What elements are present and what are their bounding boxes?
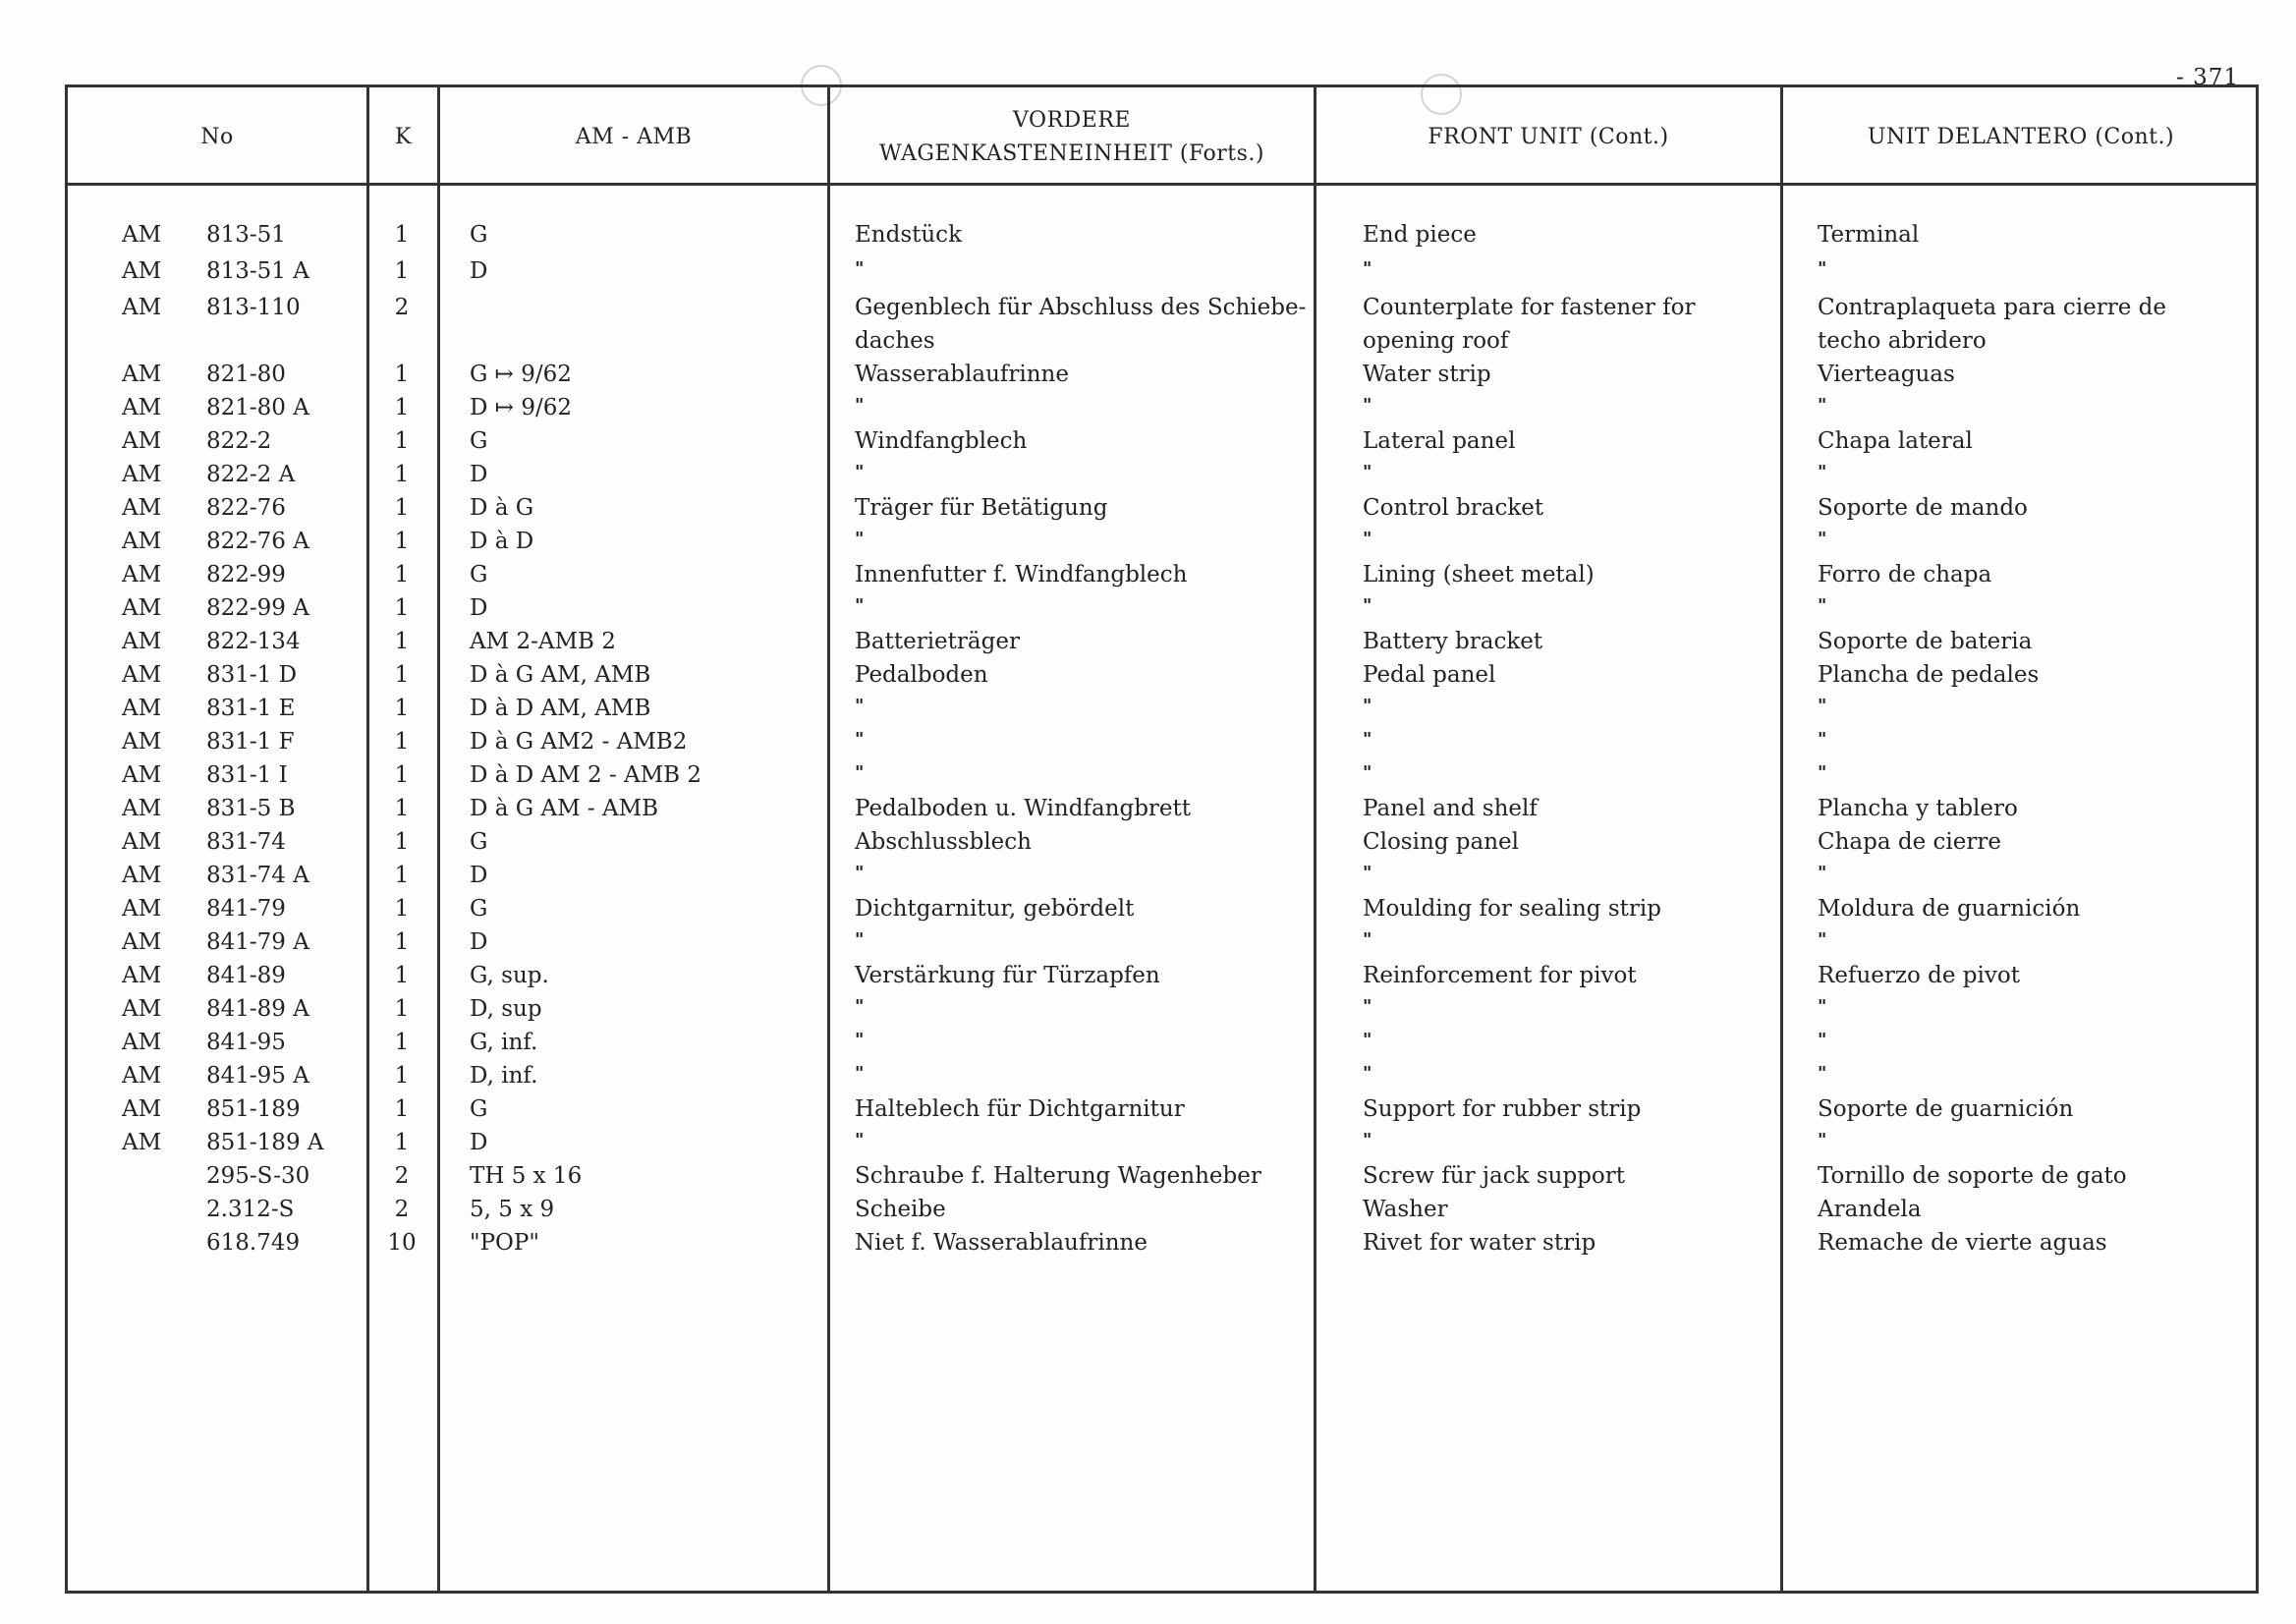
german-description: Wasserablaufrinne (855, 362, 1069, 387)
part-prefix: AM (122, 428, 162, 454)
part-number: 821-80 A (206, 395, 309, 420)
part-number: 831-1 E (206, 696, 296, 721)
part-number: 831-1 F (206, 729, 295, 755)
german-description: " (855, 529, 865, 549)
part-number: 851-189 A (206, 1130, 324, 1155)
header-k-label: K (395, 124, 412, 149)
page-number: - 371 (2176, 65, 2239, 90)
spanish-description: Soporte de bateria (1818, 629, 2033, 654)
spanish-description: Forro de chapa (1818, 562, 1992, 588)
german-description: Batterieträger (855, 629, 1020, 654)
quantity: 1 (394, 762, 410, 788)
german-description: " (855, 595, 865, 616)
part-number: 822-2 (206, 428, 272, 454)
part-prefix: AM (122, 562, 162, 588)
model-variant: AM 2-AMB 2 (470, 629, 616, 654)
part-number: 821-80 (206, 362, 286, 387)
english-description: " (1363, 1130, 1372, 1150)
english-description: Water strip (1363, 362, 1491, 387)
header-es-label: UNIT DELANTERO (Cont.) (1867, 124, 2175, 149)
spanish-description: Contraplaqueta para cierre de (1818, 295, 2166, 320)
header-am-amb (440, 94, 827, 181)
english-description: " (1363, 395, 1372, 416)
quantity: 1 (394, 863, 410, 888)
english-description: Rivet for water strip (1363, 1230, 1596, 1256)
german-description: " (855, 395, 865, 416)
german-description: Schraube f. Halterung Wagenheber (855, 1163, 1261, 1189)
german-description: Windfangblech (855, 428, 1028, 454)
part-prefix: AM (122, 896, 162, 922)
quantity: 1 (394, 829, 410, 855)
german-description: Halteblech für Dichtgarnitur (855, 1096, 1185, 1122)
part-number: 841-79 A (206, 929, 309, 955)
quantity: 1 (394, 428, 410, 454)
spanish-description: Chapa de cierre (1818, 829, 2001, 855)
german-description: Pedalboden u. Windfangbrett (855, 796, 1192, 821)
model-variant: D à D AM, AMB (470, 696, 651, 721)
model-variant: D ↦ 9/62 (470, 395, 572, 420)
german-description: " (855, 1030, 865, 1050)
english-description: Pedal panel (1363, 662, 1496, 688)
spanish-description: " (1818, 462, 1827, 482)
english-description: " (1363, 929, 1372, 950)
model-variant: G (470, 562, 488, 588)
english-description: Washer (1363, 1197, 1448, 1222)
spanish-description: " (1818, 696, 1827, 716)
german-description: " (855, 729, 865, 750)
part-prefix: AM (122, 362, 162, 387)
quantity: 1 (394, 1130, 410, 1155)
german-description: " (855, 1130, 865, 1150)
part-number: 813-51 A (206, 258, 309, 284)
spanish-description: Refuerzo de pivot (1818, 963, 2020, 988)
part-number: 841-95 (206, 1030, 286, 1055)
part-prefix: AM (122, 1130, 162, 1155)
spanish-description: Chapa lateral (1818, 428, 1973, 454)
header-english (1316, 94, 1780, 181)
part-number: 2.312-S (206, 1197, 295, 1222)
part-number: 822-76 A (206, 529, 309, 554)
quantity: 2 (394, 1197, 410, 1222)
part-prefix: AM (122, 629, 162, 654)
model-variant: G (470, 222, 488, 248)
model-variant: D, inf. (470, 1063, 538, 1089)
german-description: Pedalboden (855, 662, 988, 688)
part-prefix: AM (122, 829, 162, 855)
part-number: 841-79 (206, 896, 286, 922)
spanish-description: " (1818, 729, 1827, 750)
model-variant: 5, 5 x 9 (470, 1197, 555, 1222)
model-variant: TH 5 x 16 (470, 1163, 583, 1189)
german-description: Abschlussblech (855, 829, 1032, 855)
part-number: 831-74 A (206, 863, 309, 888)
quantity: 1 (394, 595, 410, 621)
spanish-description: " (1818, 863, 1827, 883)
column-divider (1314, 84, 1316, 1594)
part-prefix: AM (122, 696, 162, 721)
quantity: 2 (394, 295, 410, 320)
spanish-description: Soporte de mando (1818, 495, 2028, 521)
part-prefix: AM (122, 1096, 162, 1122)
english-description: " (1363, 462, 1372, 482)
english-description: Panel and shelf (1363, 796, 1538, 821)
part-prefix: AM (122, 762, 162, 788)
part-prefix: AM (122, 295, 162, 320)
spanish-description: Plancha de pedales (1818, 662, 2040, 688)
quantity: 1 (394, 562, 410, 588)
header-german (830, 94, 1314, 181)
part-number: 295-S-30 (206, 1163, 310, 1189)
quantity: 1 (394, 1063, 410, 1089)
english-description: " (1363, 996, 1372, 1017)
part-number: 822-99 A (206, 595, 309, 621)
spanish-description: Remache de vierte aguas (1818, 1230, 2107, 1256)
model-variant: D (470, 258, 488, 284)
english-description: Support for rubber strip (1363, 1096, 1642, 1122)
spanish-description: " (1818, 996, 1827, 1017)
column-divider (1780, 84, 1783, 1594)
model-variant: D (470, 462, 488, 487)
english-description: " (1363, 696, 1372, 716)
spanish-description: Terminal (1818, 222, 1920, 248)
quantity: 1 (394, 696, 410, 721)
model-variant: D (470, 863, 488, 888)
model-variant: D (470, 595, 488, 621)
model-variant: G ↦ 9/62 (470, 362, 572, 387)
quantity: 1 (394, 258, 410, 284)
model-variant: "POP" (470, 1230, 539, 1256)
german-description: " (855, 762, 865, 783)
model-variant: D à G AM - AMB (470, 796, 659, 821)
part-number: 851-189 (206, 1096, 301, 1122)
part-prefix: AM (122, 963, 162, 988)
model-variant: G (470, 1096, 488, 1122)
part-prefix: AM (122, 1030, 162, 1055)
english-description: End piece (1363, 222, 1477, 248)
part-number: 831-5 B (206, 796, 296, 821)
german-description: " (855, 462, 865, 482)
quantity: 1 (394, 495, 410, 521)
part-prefix: AM (122, 395, 162, 420)
model-variant: G, inf. (470, 1030, 538, 1055)
part-prefix: AM (122, 796, 162, 821)
model-variant: D à G AM2 - AMB2 (470, 729, 688, 755)
quantity: 1 (394, 462, 410, 487)
english-description: Lateral panel (1363, 428, 1516, 454)
german-description: " (855, 996, 865, 1017)
english-description: " (1363, 1030, 1372, 1050)
quantity: 10 (387, 1230, 417, 1256)
spanish-description: " (1818, 258, 1827, 279)
german-description: " (855, 929, 865, 950)
spanish-description: " (1818, 1130, 1827, 1150)
quantity: 1 (394, 1030, 410, 1055)
german-description: Scheibe (855, 1197, 946, 1222)
model-variant: G (470, 428, 488, 454)
spanish-description: " (1818, 529, 1827, 549)
quantity: 1 (394, 796, 410, 821)
spanish-description: Arandela (1818, 1197, 1922, 1222)
part-number: 841-89 (206, 963, 286, 988)
header-rule (65, 183, 2259, 186)
spanish-description: Soporte de guarnición (1818, 1096, 2074, 1122)
quantity: 1 (394, 529, 410, 554)
english-description: " (1363, 863, 1372, 883)
model-variant: D, sup (470, 996, 542, 1022)
model-variant: D à D AM 2 - AMB 2 (470, 762, 702, 788)
part-prefix: AM (122, 929, 162, 955)
english-description: Control bracket (1363, 495, 1544, 521)
english-description: Closing panel (1363, 829, 1520, 855)
part-prefix: AM (122, 222, 162, 248)
part-prefix: AM (122, 1063, 162, 1089)
quantity: 1 (394, 362, 410, 387)
english-description: Screw für jack support (1363, 1163, 1625, 1189)
german-description: Niet f. Wasserablaufrinne (855, 1230, 1148, 1256)
header-k (369, 94, 437, 181)
german-description: Endstück (855, 222, 963, 248)
english-description: Lining (sheet metal) (1363, 562, 1595, 588)
header-no-label: No (200, 124, 234, 149)
quantity: 1 (394, 929, 410, 955)
part-prefix: AM (122, 996, 162, 1022)
spanish-description: techo abridero (1818, 328, 1987, 354)
part-number: 822-2 A (206, 462, 296, 487)
english-description: Reinforcement for pivot (1363, 963, 1637, 988)
column-divider (366, 84, 369, 1594)
german-description: " (855, 258, 865, 279)
quantity: 2 (394, 1163, 410, 1189)
german-description: " (855, 1063, 865, 1084)
header-no (68, 94, 366, 181)
spanish-description: " (1818, 395, 1827, 416)
model-variant: D à G AM, AMB (470, 662, 651, 688)
part-number: 831-1 I (206, 762, 288, 788)
spanish-description: " (1818, 595, 1827, 616)
german-description: Träger für Betätigung (855, 495, 1108, 521)
english-description: " (1363, 729, 1372, 750)
part-prefix: AM (122, 462, 162, 487)
part-prefix: AM (122, 729, 162, 755)
header-en-label: FRONT UNIT (Cont.) (1428, 124, 1669, 149)
quantity: 1 (394, 896, 410, 922)
header-de-line1: VORDERE (1013, 107, 1131, 133)
quantity: 1 (394, 662, 410, 688)
model-variant: G, sup. (470, 963, 549, 988)
part-number: 813-51 (206, 222, 286, 248)
part-number: 841-89 A (206, 996, 309, 1022)
part-number: 822-134 (206, 629, 301, 654)
part-number: 841-95 A (206, 1063, 309, 1089)
part-number: 822-76 (206, 495, 286, 521)
quantity: 1 (394, 729, 410, 755)
header-am-label: AM - AMB (575, 124, 693, 149)
spanish-description: " (1818, 1030, 1827, 1050)
german-description: " (855, 696, 865, 716)
spanish-description: " (1818, 762, 1827, 783)
part-number: 618.749 (206, 1230, 301, 1256)
part-prefix: AM (122, 662, 162, 688)
model-variant: G (470, 896, 488, 922)
quantity: 1 (394, 1096, 410, 1122)
german-description: daches (855, 328, 935, 354)
english-description: " (1363, 762, 1372, 783)
english-description: opening roof (1363, 328, 1509, 354)
quantity: 1 (394, 629, 410, 654)
english-description: " (1363, 529, 1372, 549)
header-de-line2: WAGENKASTENEINHEIT (Forts.) (879, 141, 1264, 166)
spanish-description: " (1818, 929, 1827, 950)
english-description: Moulding for sealing strip (1363, 896, 1661, 922)
column-divider (827, 84, 830, 1594)
part-number: 831-1 D (206, 662, 298, 688)
quantity: 1 (394, 395, 410, 420)
quantity: 1 (394, 222, 410, 248)
part-number: 813-110 (206, 295, 301, 320)
english-description: Battery bracket (1363, 629, 1543, 654)
german-description: Innenfutter f. Windfangblech (855, 562, 1188, 588)
part-prefix: AM (122, 863, 162, 888)
part-prefix: AM (122, 529, 162, 554)
german-description: Verstärkung für Türzapfen (855, 963, 1160, 988)
spanish-description: Plancha y tablero (1818, 796, 2018, 821)
german-description: Dichtgarnitur, gebördelt (855, 896, 1135, 922)
model-variant: D à G (470, 495, 534, 521)
part-number: 831-74 (206, 829, 286, 855)
part-prefix: AM (122, 595, 162, 621)
model-variant: D (470, 1130, 488, 1155)
spanish-description: Vierteaguas (1818, 362, 1955, 387)
part-number: 822-99 (206, 562, 286, 588)
quantity: 1 (394, 963, 410, 988)
spanish-description: " (1818, 1063, 1827, 1084)
part-prefix: AM (122, 258, 162, 284)
header-spanish (1783, 94, 2259, 181)
model-variant: G (470, 829, 488, 855)
model-variant: D à D (470, 529, 534, 554)
model-variant: D (470, 929, 488, 955)
english-description: " (1363, 595, 1372, 616)
column-divider (437, 84, 440, 1594)
part-prefix: AM (122, 495, 162, 521)
english-description: " (1363, 258, 1372, 279)
english-description: " (1363, 1063, 1372, 1084)
spanish-description: Tornillo de soporte de gato (1818, 1163, 2127, 1189)
quantity: 1 (394, 996, 410, 1022)
german-description: " (855, 863, 865, 883)
german-description: Gegenblech für Abschluss des Schiebe- (855, 295, 1307, 320)
spanish-description: Moldura de guarnición (1818, 896, 2081, 922)
english-description: Counterplate for fastener for (1363, 295, 1696, 320)
